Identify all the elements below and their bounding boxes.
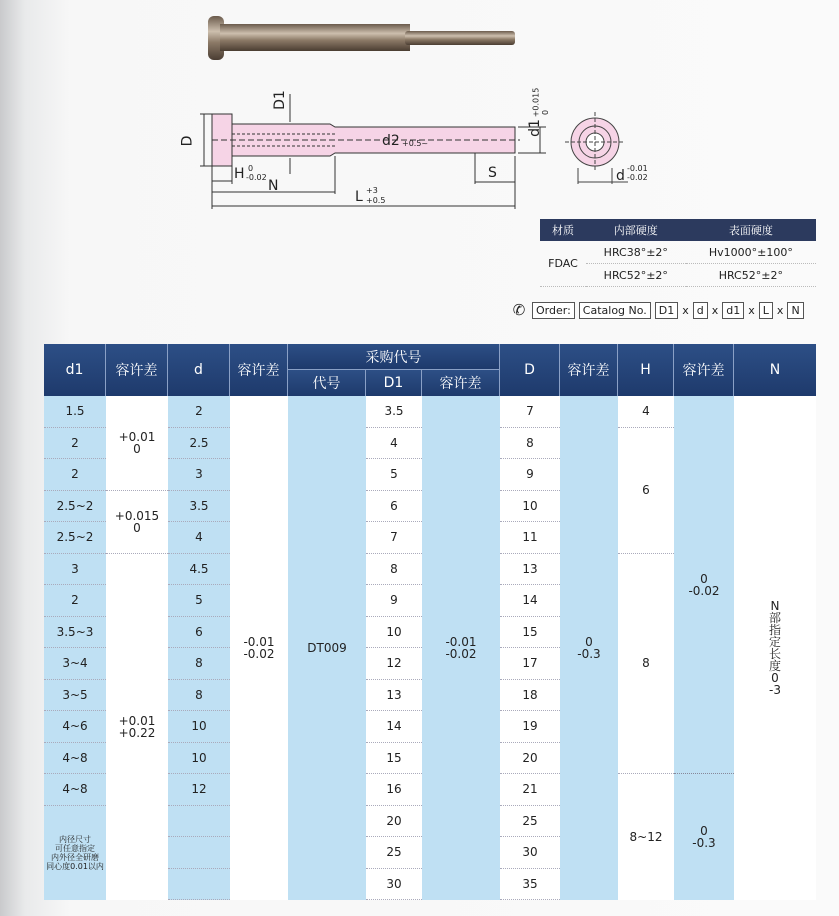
technical-drawing: [180, 84, 650, 214]
label-d: d: [616, 168, 625, 184]
d1-cell: 3.5~3: [44, 617, 106, 649]
label-d2: d2: [382, 133, 400, 149]
order-sep: x: [711, 303, 719, 317]
H-group-4: 8~12: [629, 830, 663, 844]
D-cell: 9: [500, 459, 560, 491]
tol5-group-1: 0 -0.02: [674, 396, 734, 774]
order-sep: x: [682, 303, 689, 317]
label-L-tol-upper: +3: [366, 186, 378, 195]
header-N: N: [734, 344, 816, 396]
D1-cell: 14: [366, 711, 422, 743]
d-cell: 10: [168, 743, 230, 775]
label-D: D: [179, 135, 196, 147]
label-H-tol-lower: -0.02: [246, 173, 267, 182]
D1-cell: 16: [366, 774, 422, 806]
tol4-value: 0 -0.3: [577, 635, 601, 661]
label-H: H: [234, 166, 245, 182]
N-note: N 部 指 定 长 度 0 -3: [768, 599, 781, 697]
label-L: L: [355, 189, 363, 205]
column-tol3: [422, 396, 500, 900]
column-N: [734, 396, 816, 900]
D-cell: 17: [500, 648, 560, 680]
label-d-tol-upper: -0.01: [627, 164, 648, 173]
column-D1: [366, 396, 422, 900]
header-tol5: 容许差: [674, 344, 734, 396]
tol3-value: -0.01 -0.02: [445, 635, 477, 661]
header-D1: D1: [366, 370, 422, 396]
D-cell: 10: [500, 491, 560, 523]
D-cell: 21: [500, 774, 560, 806]
spec-header-inner-hardness: 内部硬度: [586, 219, 686, 241]
d-cell: 6: [168, 617, 230, 649]
d1-cell: 4~6: [44, 711, 106, 743]
d-cell: [168, 869, 230, 901]
column-d1: [44, 396, 106, 900]
D-cell: 11: [500, 522, 560, 554]
H-group-2: 6: [618, 428, 674, 554]
spec-header-surface-hardness: 表面硬度: [686, 219, 816, 241]
column-code: [288, 396, 366, 900]
D-cell: 20: [500, 743, 560, 775]
D1-cell: 13: [366, 680, 422, 712]
tol2-value: -0.01 -0.02: [243, 635, 275, 661]
spec-surface-1: Hv1000°±100°: [686, 241, 816, 264]
D-cell: 25: [500, 806, 560, 838]
d-cell: 4: [168, 522, 230, 554]
header-d: d: [168, 344, 230, 396]
D1-cell: 12: [366, 648, 422, 680]
label-d1-tol-upper: +0.015: [531, 87, 541, 118]
d-cell: 3.5: [168, 491, 230, 523]
header-tol4: 容许差: [560, 344, 618, 396]
d1-cell: 4~8: [44, 743, 106, 775]
column-D: [500, 396, 560, 900]
D1-cell: 5: [366, 459, 422, 491]
tol1-group-3: +0.01 +0.22: [118, 713, 156, 740]
header-tol3: 容许差: [422, 370, 500, 396]
phone-icon: ✆: [512, 301, 526, 319]
D1-cell: 8: [366, 554, 422, 586]
code-value: DT009: [307, 641, 347, 655]
header-code: 代号: [288, 370, 366, 396]
column-tol2: [230, 396, 288, 900]
order-sep: x: [776, 303, 784, 317]
D1-cell: 7: [366, 522, 422, 554]
d-cell: 10: [168, 711, 230, 743]
order-format: [510, 301, 804, 319]
d1-cell: 4~8: [44, 774, 106, 806]
D1-cell: 4: [366, 428, 422, 460]
D1-cell: 6: [366, 491, 422, 523]
D-cell: 18: [500, 680, 560, 712]
d1-cell: 3: [44, 554, 106, 586]
D1-cell: 9: [366, 585, 422, 617]
D-cell: 30: [500, 837, 560, 869]
spec-surface-2: HRC52°±2°: [686, 264, 816, 287]
label-D1: D1: [271, 90, 288, 110]
d-cell: 2.5: [168, 428, 230, 460]
D-cell: 15: [500, 617, 560, 649]
order-field-D1: D1: [655, 302, 678, 319]
D1-cell: 30: [366, 869, 422, 901]
order-sep: x: [748, 303, 755, 317]
spec-header-material: 材质: [540, 219, 586, 241]
order-field-N: N: [787, 302, 803, 319]
d1-cell: 2: [44, 585, 106, 617]
D1-cell: 15: [366, 743, 422, 775]
d1-cell: 2: [44, 459, 106, 491]
tol1-group-1: +0.01 0: [106, 396, 168, 491]
d-cell: 2: [168, 396, 230, 428]
D1-cell: 20: [366, 806, 422, 838]
header-D: D: [500, 344, 560, 396]
spec-inner-1: HRC38°±2°: [586, 241, 686, 264]
order-field-L: L: [759, 302, 773, 319]
column-tol4: [560, 396, 618, 900]
tol5-group-2: 0 -0.3: [692, 824, 716, 850]
H-group-1: 4: [618, 396, 674, 428]
d-cell: 8: [168, 648, 230, 680]
order-field-d: d: [693, 302, 708, 319]
D-cell: 8: [500, 428, 560, 460]
d1-cell: 2: [44, 428, 106, 460]
D-cell: 7: [500, 396, 560, 428]
dimension-table: [44, 344, 816, 900]
header-d1: d1: [44, 344, 106, 396]
header-tol2: 容许差: [230, 344, 288, 396]
catalog-no: Catalog No.: [579, 302, 651, 319]
d-cell: 5: [168, 585, 230, 617]
H-group-3: 8: [618, 554, 674, 775]
tol1-group-2: +0.015 0: [106, 491, 168, 554]
column-d: [168, 396, 230, 900]
d-cell: 8: [168, 680, 230, 712]
d-cell: 12: [168, 774, 230, 806]
D-cell: 19: [500, 711, 560, 743]
label-N: N: [268, 178, 279, 194]
label-H-tol-upper: 0: [248, 164, 254, 173]
order-label: Order:: [532, 302, 575, 319]
spec-material: FDAC: [540, 241, 586, 287]
column-tol1: [106, 396, 168, 900]
d1-note: 内径尺寸 可任意指定 内外径全研磨 同心度0.01以内: [46, 834, 104, 871]
D-cell: 35: [500, 869, 560, 901]
label-d-tol-lower: -0.02: [627, 173, 648, 182]
d1-cell: 3~5: [44, 680, 106, 712]
label-d2-tol: +0.5~: [402, 139, 429, 148]
label-d1-tol-lower: 0: [541, 109, 551, 116]
header-H: H: [618, 344, 674, 396]
D-cell: 13: [500, 554, 560, 586]
d1-cell: 3~4: [44, 648, 106, 680]
label-L-tol-lower: +0.5: [366, 196, 386, 205]
order-field-d1: d1: [722, 302, 744, 319]
material-spec-table: [540, 219, 816, 287]
column-tol5: [674, 396, 734, 900]
product-photo: [200, 14, 520, 62]
D-cell: 14: [500, 585, 560, 617]
header-tol1: 容许差: [106, 344, 168, 396]
D1-cell: 3.5: [366, 396, 422, 428]
label-S: S: [488, 165, 497, 181]
column-H: [618, 396, 674, 900]
d1-cell: 2.5~2: [44, 522, 106, 554]
D1-cell: 25: [366, 837, 422, 869]
label-d1: d1: [526, 119, 543, 137]
spec-inner-2: HRC52°±2°: [586, 264, 686, 287]
d-cell: [168, 837, 230, 869]
header-purchase: 采购代号: [288, 344, 500, 370]
d-cell: 3: [168, 459, 230, 491]
d-cell: 4.5: [168, 554, 230, 586]
d-cell: [168, 806, 230, 838]
d1-cell: 1.5: [44, 396, 106, 428]
d1-cell: 2.5~2: [44, 491, 106, 523]
D1-cell: 10: [366, 617, 422, 649]
